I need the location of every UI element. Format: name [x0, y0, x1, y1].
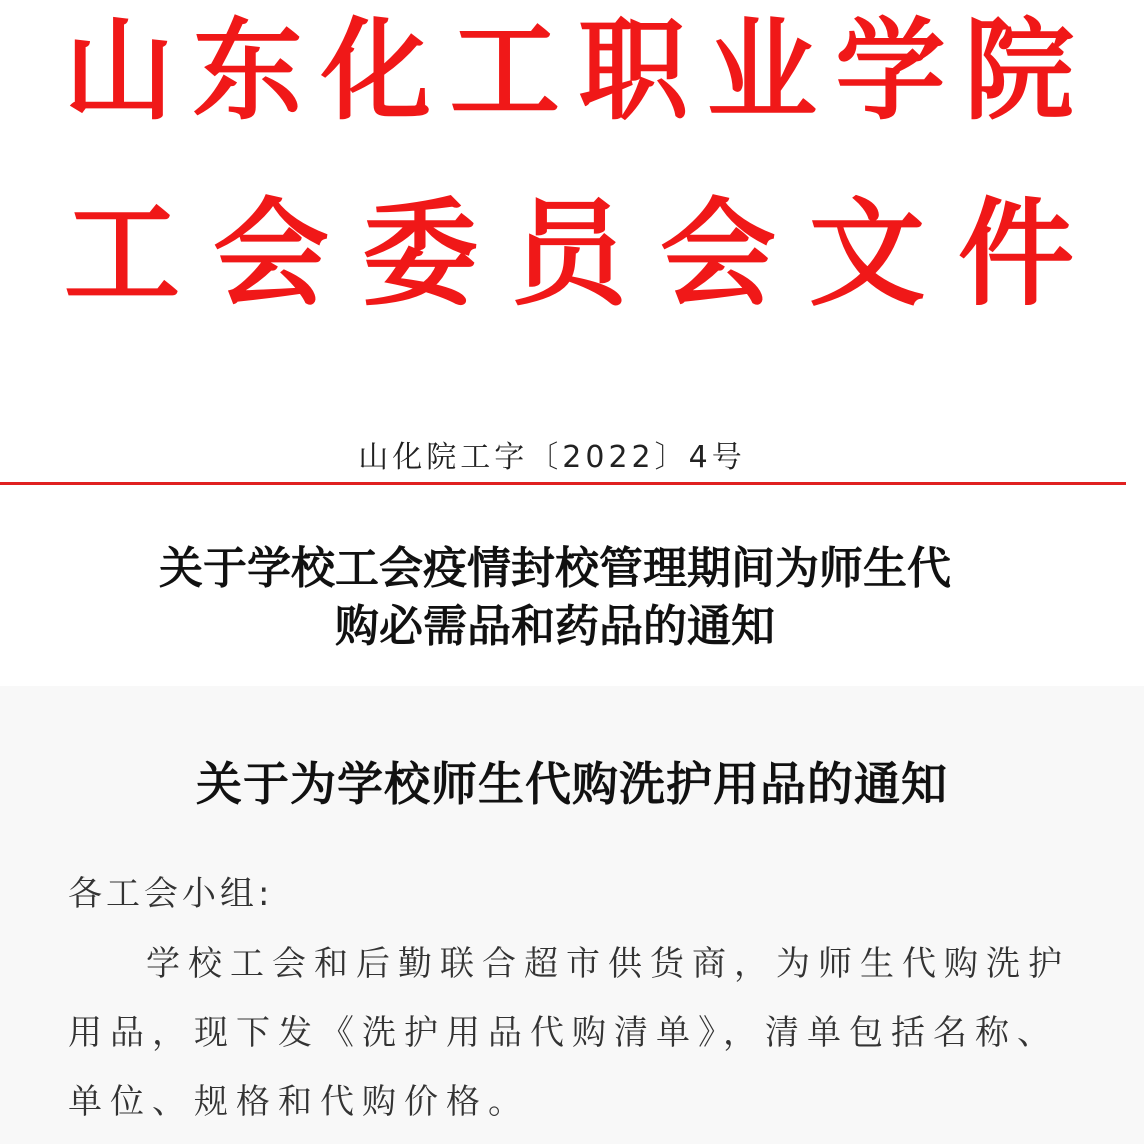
- heading-char: 工: [449, 6, 560, 135]
- heading-char: 化: [321, 6, 432, 135]
- red-divider-line: [0, 482, 1126, 485]
- heading-char: 委: [362, 186, 478, 322]
- heading-char: 山: [64, 6, 174, 135]
- heading-char: 件: [958, 186, 1074, 322]
- heading-char: 学: [835, 6, 946, 135]
- issuer-name-heading: [0, 6, 1144, 135]
- heading-char: 会: [213, 186, 329, 322]
- heading-char: 职: [578, 6, 689, 135]
- notice-salutation: 各工会小组:: [68, 874, 274, 914]
- heading-char: 院: [963, 6, 1074, 135]
- heading-char: 会: [660, 186, 776, 322]
- heading-char: 业: [706, 6, 817, 135]
- document-number: 山化院工字〔2022〕4号: [358, 440, 746, 475]
- document-title-line-2: 购必需品和药品的通知: [335, 601, 775, 652]
- notice-title: 关于为学校师生代购洗护用品的通知: [196, 757, 948, 811]
- notice-paragraph: 学校工会和后勤联合超市供货商，为师生代购洗护用品，现下发《洗护用品代购清单》，清单包括名称、单位、规格和代购价格。: [68, 944, 1070, 1122]
- document-title: [40, 540, 1070, 656]
- document-title-line-1: 关于学校工会疫情封校管理期间为师生代: [159, 543, 951, 594]
- heading-char: 工: [64, 186, 180, 322]
- heading-char: 员: [511, 186, 627, 322]
- heading-char: 东: [192, 6, 303, 135]
- heading-char: 文: [809, 186, 925, 322]
- document-type-heading: [0, 186, 1144, 322]
